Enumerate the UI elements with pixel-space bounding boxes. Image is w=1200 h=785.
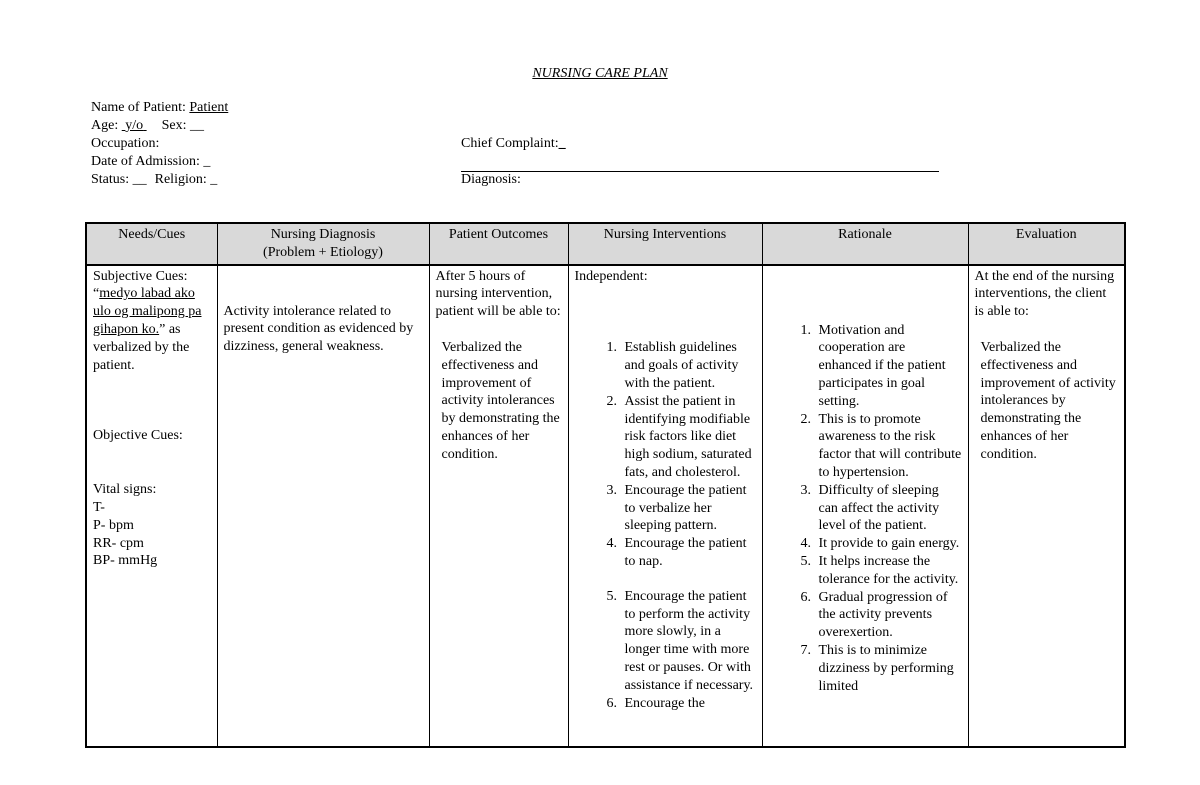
interventions-heading: Independent: <box>574 268 648 284</box>
patient-name-value: Patient <box>189 100 229 115</box>
patient-name-line <box>91 99 228 117</box>
diagnosis-label: Diagnosis: <box>461 172 521 187</box>
header-nursing-interventions: Nursing Interventions <box>568 223 762 265</box>
occupation-label: Occupation: <box>91 136 160 151</box>
rationale-item: 2. This is to promote awareness to the risk factor that will contribute to hypertension. <box>815 411 962 482</box>
status-religion-line <box>91 171 217 189</box>
header-nursing-diagnosis: Nursing Diagnosis (Problem + Etiology) <box>217 223 429 265</box>
vital-sign-bp: BP- mmHg <box>93 553 158 569</box>
table-header-row <box>86 223 1125 265</box>
subjective-cues-label: Subjective Cues: <box>93 268 188 284</box>
table-row <box>86 265 1125 747</box>
cell-evaluation <box>968 265 1125 747</box>
rationale-item: 5. It helps increase the tolerance for the activity. <box>815 553 962 589</box>
intervention-item: 3. Encourage the patient to verbalize her sleeping pattern. <box>621 482 756 535</box>
header-evaluation: Evaluation <box>968 223 1125 265</box>
vital-sign-rr: RR- cpm <box>93 535 144 551</box>
status-label: Status: __ <box>91 172 147 187</box>
vital-sign-pulse: P- bpm <box>93 517 134 533</box>
age-label: Age: <box>91 118 122 133</box>
patient-age-line <box>91 117 204 135</box>
rationale-item: 7. This is to minimize dizziness by performing limited <box>815 642 962 695</box>
intervention-item: 1. Establish guidelines and goals of activity with the patient. <box>621 339 756 392</box>
chief-complaint-value: _ <box>558 136 566 151</box>
sex-label: Sex: __ <box>161 118 204 133</box>
vital-sign-temp: T- <box>93 499 105 515</box>
rationale-item: 3. Difficulty of sleeping can affect the activity level of the patient. <box>815 482 962 535</box>
document-title: NURSING CARE PLAN <box>532 66 668 81</box>
cell-rationale <box>762 265 968 747</box>
rationale-item: 1. Motivation and cooperation are enhanced if the patient participates in goal setting. <box>815 322 962 411</box>
chief-complaint-underline <box>461 171 939 172</box>
evaluation-result: Verbalized the effectiveness and improvement of activity intolerances by demonstrating the enhances of her condition. <box>980 339 1116 462</box>
care-plan-table <box>85 222 1126 748</box>
header-rationale: Rationale <box>762 223 968 265</box>
intervention-item: 5. Encourage the patient to perform the activity more slowly, in a longer time with more rest or pauses. Or with assistance if necessary. <box>621 588 756 695</box>
cell-nursing-interventions <box>568 265 762 747</box>
evaluation-intro: At the end of the nursing interventions, the client is able to: <box>974 268 1115 320</box>
intervention-item: 2. Assist the patient in identifying modifiable risk factors like diet high sodium, saturated fats, and cholesterol. <box>621 393 756 482</box>
patient-name-label: Name of Patient: <box>91 100 190 115</box>
outcomes-goal: Verbalized the effectiveness and improvement of activity intolerances by demonstrating the enhances of her condition. <box>441 339 560 462</box>
header-patient-outcomes: Patient Outcomes <box>429 223 568 265</box>
vital-signs-label: Vital signs: <box>93 482 157 498</box>
chief-complaint-label: Chief Complaint: <box>461 136 559 151</box>
chief-complaint-line <box>461 135 566 153</box>
cell-patient-outcomes <box>429 265 568 747</box>
intervention-item: 4. Encourage the patient to nap. <box>621 535 756 571</box>
header-needs-cues: Needs/Cues <box>86 223 217 265</box>
cell-needs-cues <box>86 265 217 747</box>
rationale-item: 6. Gradual progression of the activity prevents overexertion. <box>815 589 962 642</box>
outcomes-intro: After 5 hours of nursing intervention, patient will be able to: <box>435 268 561 320</box>
intervention-item: 6. Encourage the <box>621 695 756 713</box>
diagnosis-text: Activity intolerance related to present condition as evidenced by dizziness, general weakness. <box>223 303 414 355</box>
subjective-quote: “medyo labad ako ulo og malipong pa gihapon ko.” as verbalized by the patient. <box>93 286 202 373</box>
objective-cues-label: Objective Cues: <box>93 428 183 444</box>
cell-nursing-diagnosis <box>217 265 429 747</box>
admission-date-label: Date of Admission: _ <box>91 154 211 169</box>
rationale-item: 4. It provide to gain energy. <box>815 535 962 553</box>
age-value: y/o <box>125 118 144 133</box>
religion-label: Religion: _ <box>154 172 218 187</box>
